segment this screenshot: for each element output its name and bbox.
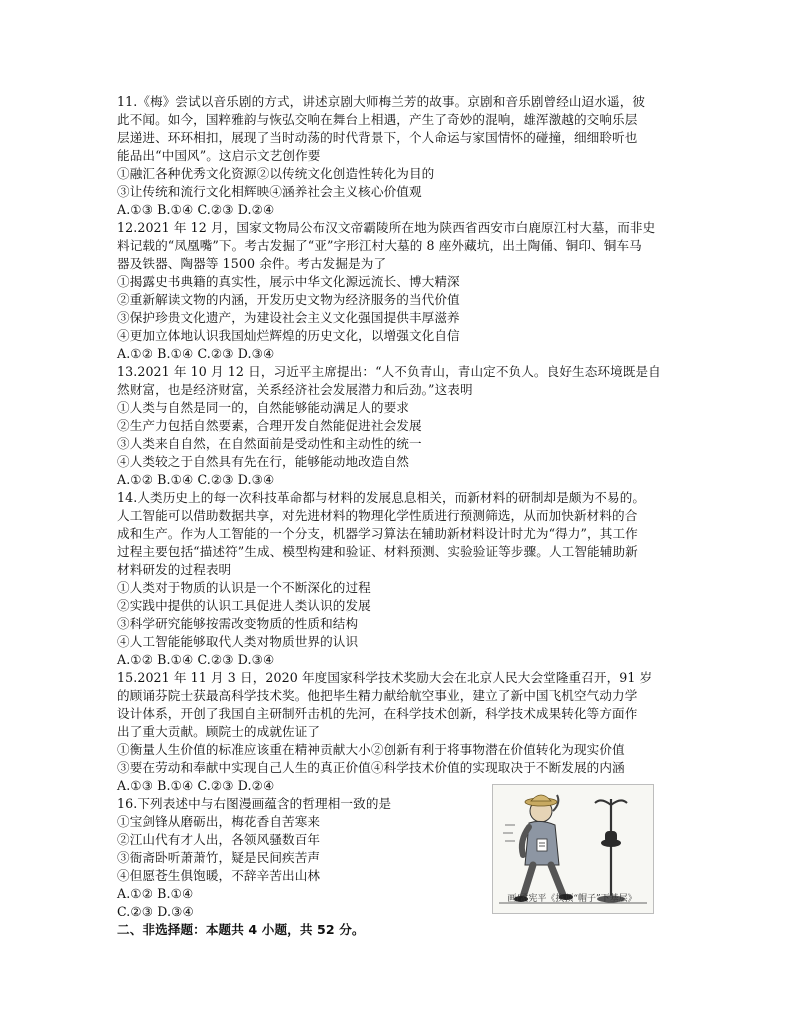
cartoon-caption: 画/孟宪平《换顶“帽子”下基层》	[507, 894, 637, 904]
q14-option-2: ②实践中提供的认识工具促进人类认识的发展	[117, 598, 371, 613]
q13-option-3: ③人类来自自然，在自然面前是受动性和主动性的统一	[117, 436, 422, 451]
section-two-heading: 二、非选择题：本题共 4 小题，共 52 分。	[117, 922, 365, 937]
q12-option-4: ④更加立体地认识我国灿烂辉煌的历史文化，以增强文化自信	[117, 328, 460, 343]
q11-option-line-2: ③让传统和流行文化相辉映④涵养社会主义核心价值观	[117, 184, 422, 199]
q15-option-line-2: ③要在劳动和奉献中实现自己人生的真正价值④科学技术价值的实现取决于不断发展的内涵	[117, 760, 625, 775]
q13-answer-choices: A.①② B.①④ C.②③ D.③④	[117, 472, 275, 487]
q12-option-2: ②重新解读文物的内涵，开发历史文物为经济服务的当代价值	[117, 292, 460, 307]
q11-stem-line-3: 层递进、环环相扣，展现了当时动荡的时代背景下，个人命运与家国情怀的碰撞，细细聆听也	[117, 130, 638, 145]
q11-stem-line-4: 能品出“中国风”。这启示文艺创作要	[117, 148, 321, 163]
q14-stem-line-4: 过程主要包括“描述符”生成、模型构建和验证、材料预测、实验验证等步骤。人工智能辅助新	[117, 544, 638, 559]
q16-answer-choices-2: C.②③ D.③④	[117, 904, 194, 919]
q13-stem-line-2: 然财富，也是经济财富，关系经济社会发展潜力和后劲。”这表明	[117, 382, 473, 397]
q12-answer-choices: A.①② B.①④ C.②③ D.③④	[117, 346, 275, 361]
q16-stem: 16.下列表述中与右图漫画蕴含的哲理相一致的是	[117, 796, 392, 811]
q15-stem-line-1: 15.2021 年 11 月 3 日，2020 年度国家科学技术奖励大会在北京人民大会堂隆重召开，91 岁	[117, 670, 653, 685]
q13-option-2: ②生产力包括自然要素，合理开发自然能促进社会发展	[117, 418, 422, 433]
q16-answer-choices-1: A.①② B.①④	[117, 886, 194, 901]
q14-option-1: ①人类对于物质的认识是一个不断深化的过程	[117, 580, 371, 595]
q16-option-1: ①宝剑锋从磨砺出，梅花香自苦寒来	[117, 814, 321, 829]
q11-stem-line-1: 11.《梅》尝试以音乐剧的方式，讲述京剧大师梅兰芳的故事。京剧和音乐剧曾经山迢水遥，彼	[117, 94, 646, 109]
q15-answer-choices: A.①③ B.①④ C.②③ D.②④	[117, 778, 275, 793]
q15-stem-line-4: 出了重大贡献。顾院士的成就佐证了	[117, 724, 321, 739]
q12-option-1: ①揭露史书典籍的真实性，展示中华文化源远流长、博大精深	[117, 274, 460, 289]
q11-option-line-1: ①融汇各种优秀文化资源②以传统文化创造性转化为目的	[117, 166, 435, 181]
q14-option-3: ③科学研究能够按需改变物质的性质和结构	[117, 616, 359, 631]
q16-option-4: ④但愿苍生俱饱暖，不辞辛苦出山林	[117, 868, 321, 883]
q11-answer-choices: A.①③ B.①④ C.②③ D.②④	[117, 202, 275, 217]
q12-option-3: ③保护珍贵文化遗产，为建设社会主义文化强国提供丰厚滋养	[117, 310, 460, 325]
q16-option-2: ②江山代有才人出，各领风骚数百年	[117, 832, 321, 847]
q14-option-4: ④人工智能能够取代人类对物质世界的认识	[117, 634, 359, 649]
q14-stem-line-2: 人工智能可以借助数据共享，对先进材料的物理化学性质进行预测筛选，从而加快新材料的合	[117, 508, 638, 523]
q14-answer-choices: A.①② B.①④ C.②③ D.③④	[117, 652, 275, 667]
q14-stem-line-5: 材料研发的过程表明	[117, 562, 232, 577]
q11-stem-line-2: 此不闻。如今，国粹雅韵与恢弘交响在舞台上相遇，产生了奇妙的混响，雄浑激越的交响乐层	[117, 112, 638, 127]
q13-option-4: ④人类较之于自然具有先在行，能够能动地改造自然	[117, 454, 409, 469]
q12-stem-line-1: 12.2021 年 12 月，国家文物局公布汉文帝霸陵所在地为陕西省西安市白鹿原江村大墓，而非史	[117, 220, 656, 235]
q13-stem-line-1: 13.2021 年 10 月 12 日，习近平主席提出：“人不负青山，青山定不负人。良好生态环境既是自	[117, 364, 661, 379]
q13-option-1: ①人类与自然是同一的，自然能够能动满足人的要求	[117, 400, 409, 415]
q14-stem-line-3: 成和生产。作为人工智能的一个分支，机器学习算法在辅助新材料设计时尤为“得力”，其工作	[117, 526, 638, 541]
q12-stem-line-2: 料记载的“凤凰嘴”下。考古发掘了“亚”字形江村大墓的 8 座外藏坑，出土陶俑、铜印、铜车马	[117, 238, 642, 253]
q16-option-3: ③衙斋卧听萧萧竹，疑是民间疾苦声	[117, 850, 321, 865]
q15-option-line-1: ①衡量人生价值的标准应该重在精神贡献大小②创新有利于将事物潜在价值转化为现实价值	[117, 742, 625, 757]
q12-stem-line-3: 器及铁器、陶器等 1500 余件。考古发掘是为了	[117, 256, 387, 271]
q14-stem-line-1: 14.人类历史上的每一次科技革命都与材料的发展息息相关，而新材料的研制却是颇为不易的。	[117, 490, 646, 505]
q15-stem-line-2: 的顾诵芬院士获最高科学技术奖。他把毕生精力献给航空事业，建立了新中国飞机空气动力学	[117, 688, 638, 703]
q15-stem-line-3: 设计体系，开创了我国自主研制歼击机的先河，在科学技术创新，科学技术成果转化等方面作	[117, 706, 638, 721]
